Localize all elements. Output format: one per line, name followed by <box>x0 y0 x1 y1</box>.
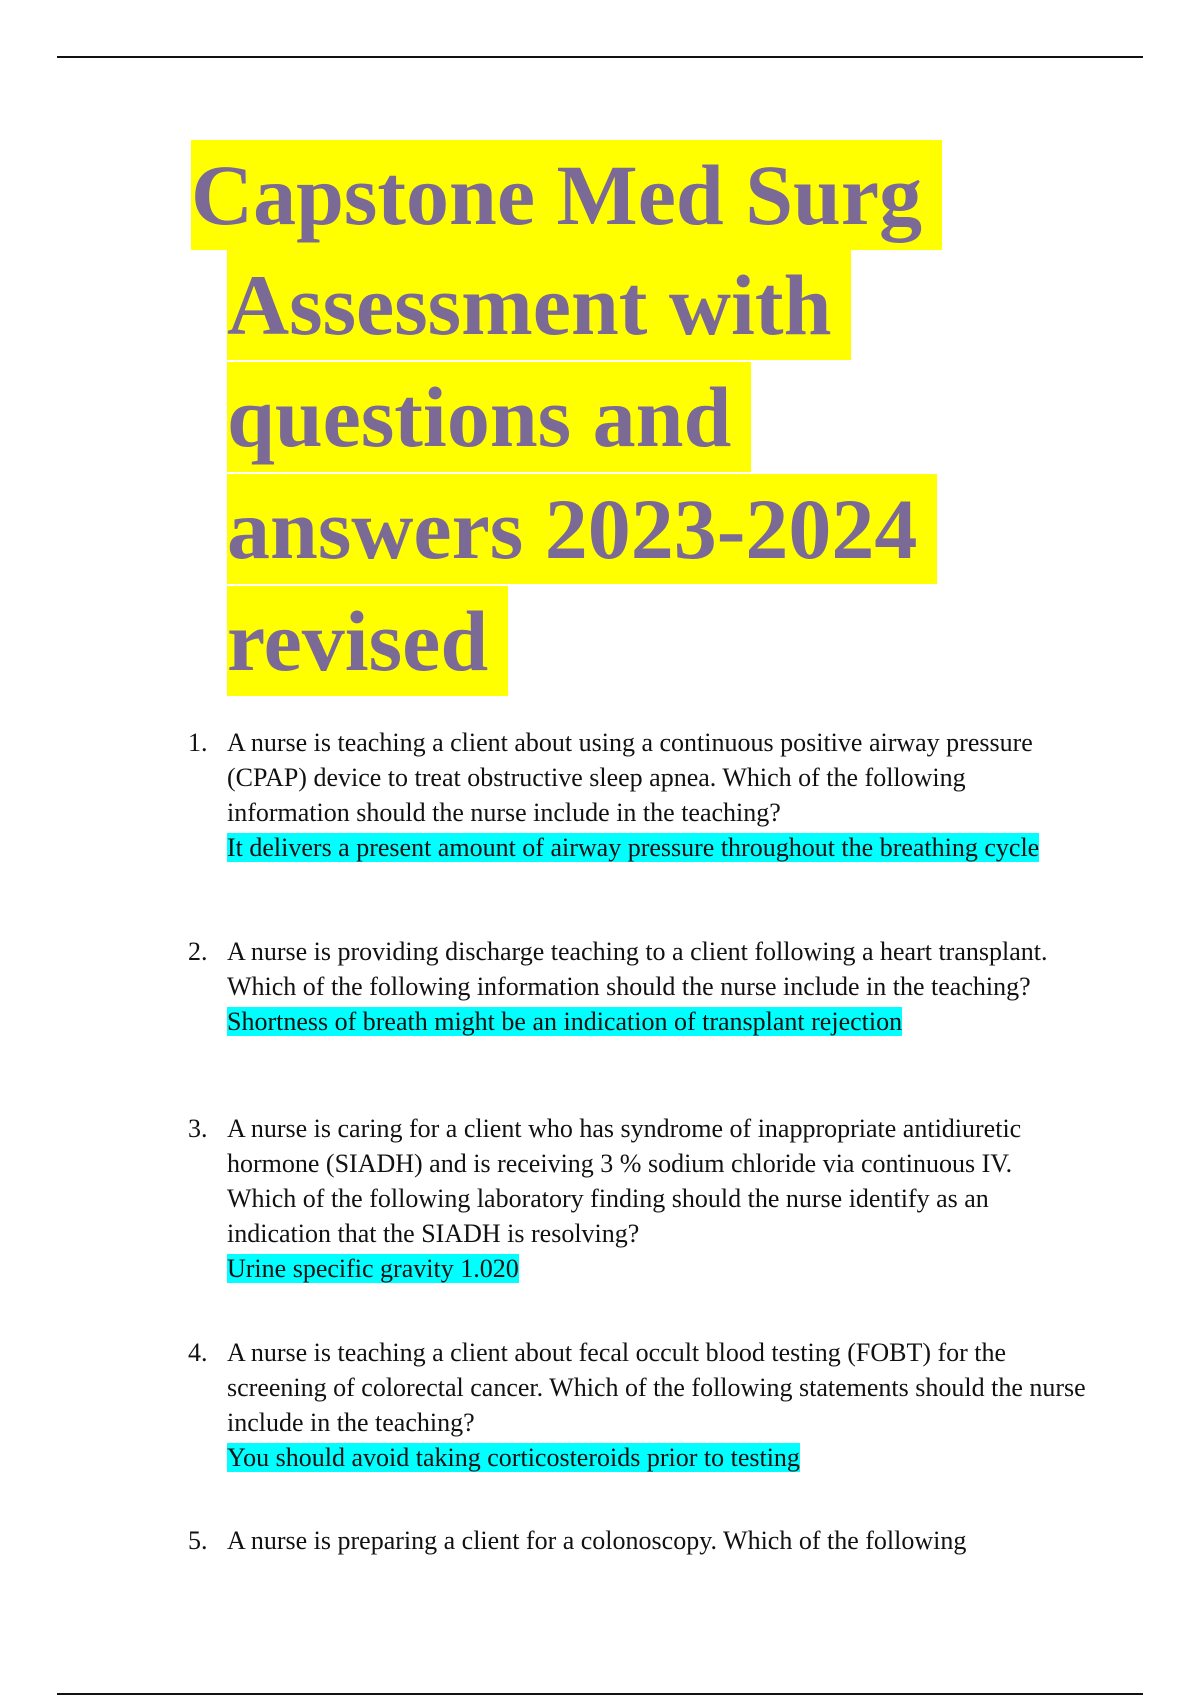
title-line: answers 2023-2024 <box>227 474 937 584</box>
title-line: Assessment with <box>227 250 851 360</box>
question-text: A nurse is teaching a client about using a continuous positive airway pressure (CPAP) device to treat obstructive sleep apnea. Which of the following information should the nurse include in the teaching? <box>227 728 1033 827</box>
question-body <box>227 934 1087 1039</box>
question-text: A nurse is preparing a client for a colonoscopy. Which of the following <box>227 1526 967 1555</box>
answer-highlight: It delivers a present amount of airway pressure throughout the breathing cycle <box>227 833 1040 862</box>
title-line: Capstone Med Surg <box>191 140 942 250</box>
question-number: 5. <box>188 1526 208 1555</box>
question-text: A nurse is teaching a client about fecal occult blood testing (FOBT) for the screening of colorectal cancer. Which of the following statements should the nurse include in the teaching? <box>227 1338 1086 1437</box>
title-line: questions and <box>227 362 751 472</box>
answer-highlight: Shortness of breath might be an indication of transplant rejection <box>227 1007 903 1036</box>
document-title <box>0 0 1200 700</box>
question-text: A nurse is caring for a client who has syndrome of inappropriate antidiuretic hormone (SIADH) and is receiving 3 % sodium chloride via continuous IV. Which of the following laboratory finding should the nurse identify as an indication that the SIADH is resolving? <box>227 1114 1022 1248</box>
question-body <box>227 1523 1087 1558</box>
question-body <box>227 1335 1087 1475</box>
question-number: 3. <box>188 1114 208 1143</box>
question-number: 1. <box>188 728 208 757</box>
question-body <box>227 725 1087 865</box>
question-number: 4. <box>188 1338 208 1367</box>
question-body <box>227 1111 1087 1286</box>
bottom-rule <box>57 1693 1143 1695</box>
answer-highlight: Urine specific gravity 1.020 <box>227 1254 519 1283</box>
title-line: revised <box>227 586 508 696</box>
answer-highlight: You should avoid taking corticosteroids prior to testing <box>227 1443 800 1472</box>
question-text: A nurse is providing discharge teaching to a client following a heart transplant. Which of the following information should the nurse include in the teaching? <box>227 937 1048 1001</box>
question-number: 2. <box>188 937 208 966</box>
